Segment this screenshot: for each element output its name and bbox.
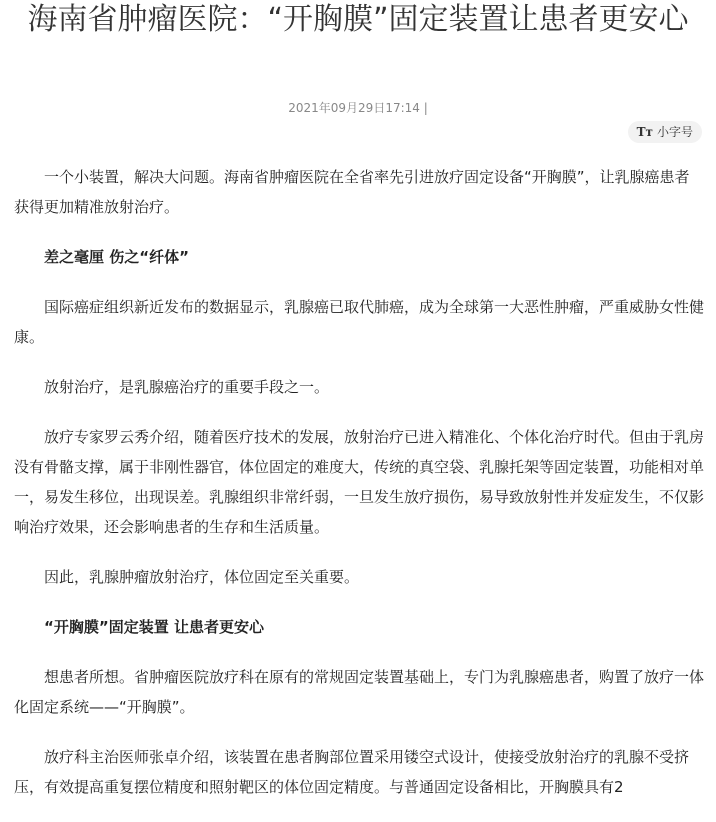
body-paragraph: 想患者所想。省肿瘤医院放疗科在原有的常规固定装置基础上，专门为乳腺癌患者，购置了放疗一体化固定系统——“开胸膜”。 — [14, 668, 705, 716]
body-paragraph: 一个小装置，解决大问题。海南省肿瘤医院在全省率先引进放疗固定设备“开胸膜”，让乳腺癌患者获得更加精准放射治疗。 — [14, 168, 690, 216]
article-meta: 2021年09月29日17:14 | — [288, 101, 428, 115]
body-paragraph: 因此，乳腺肿瘤放射治疗，体位固定至关重要。 — [44, 568, 360, 586]
body-paragraph: 放疗专家罗云秀介绍，随着医疗技术的发展，放射治疗已进入精准化、个体化治疗时代。但由于乳房没有骨骼支撑，属于非刚性器官，体位固定的难度大，传统的真空袋、乳腺托架等固定装置，功能相对单一，易发生移位，出现误差。乳腺组织非常纤弱，一旦发生放疗损伤，易导致放射性并发症发生，不仅影响治疗效果，还会影响患者的生存和生活质量。 — [14, 428, 705, 536]
section-subtitle: “开胸膜”固定装置 让患者更安心 — [44, 618, 264, 636]
article-body — [14, 162, 704, 822]
font-size-label: 小字号 — [656, 125, 693, 139]
article-title: 海南省肿瘤医院：“开胸膜”固定装置让患者更安心 — [27, 2, 689, 37]
font-size-icon: Tт — [636, 125, 653, 139]
body-paragraph: 国际癌症组织新近发布的数据显示，乳腺癌已取代肺癌，成为全球第一大恶性肿瘤，严重威胁女性健康。 — [14, 298, 705, 346]
body-paragraph: 放疗科主治医师张卓介绍，该装置在患者胸部位置采用镂空式设计，使接受放射治疗的乳腺不受挤压，有效提高重复摆位精度和照射靶区的体位固定精度。与普通固定设备相比，开胸膜具有2 — [14, 748, 690, 796]
section-subtitle: 差之毫厘 伤之“纤体” — [44, 248, 189, 266]
body-paragraph: 放射治疗，是乳腺癌治疗的重要手段之一。 — [44, 378, 330, 396]
font-size-toggle-button[interactable] — [628, 121, 702, 143]
